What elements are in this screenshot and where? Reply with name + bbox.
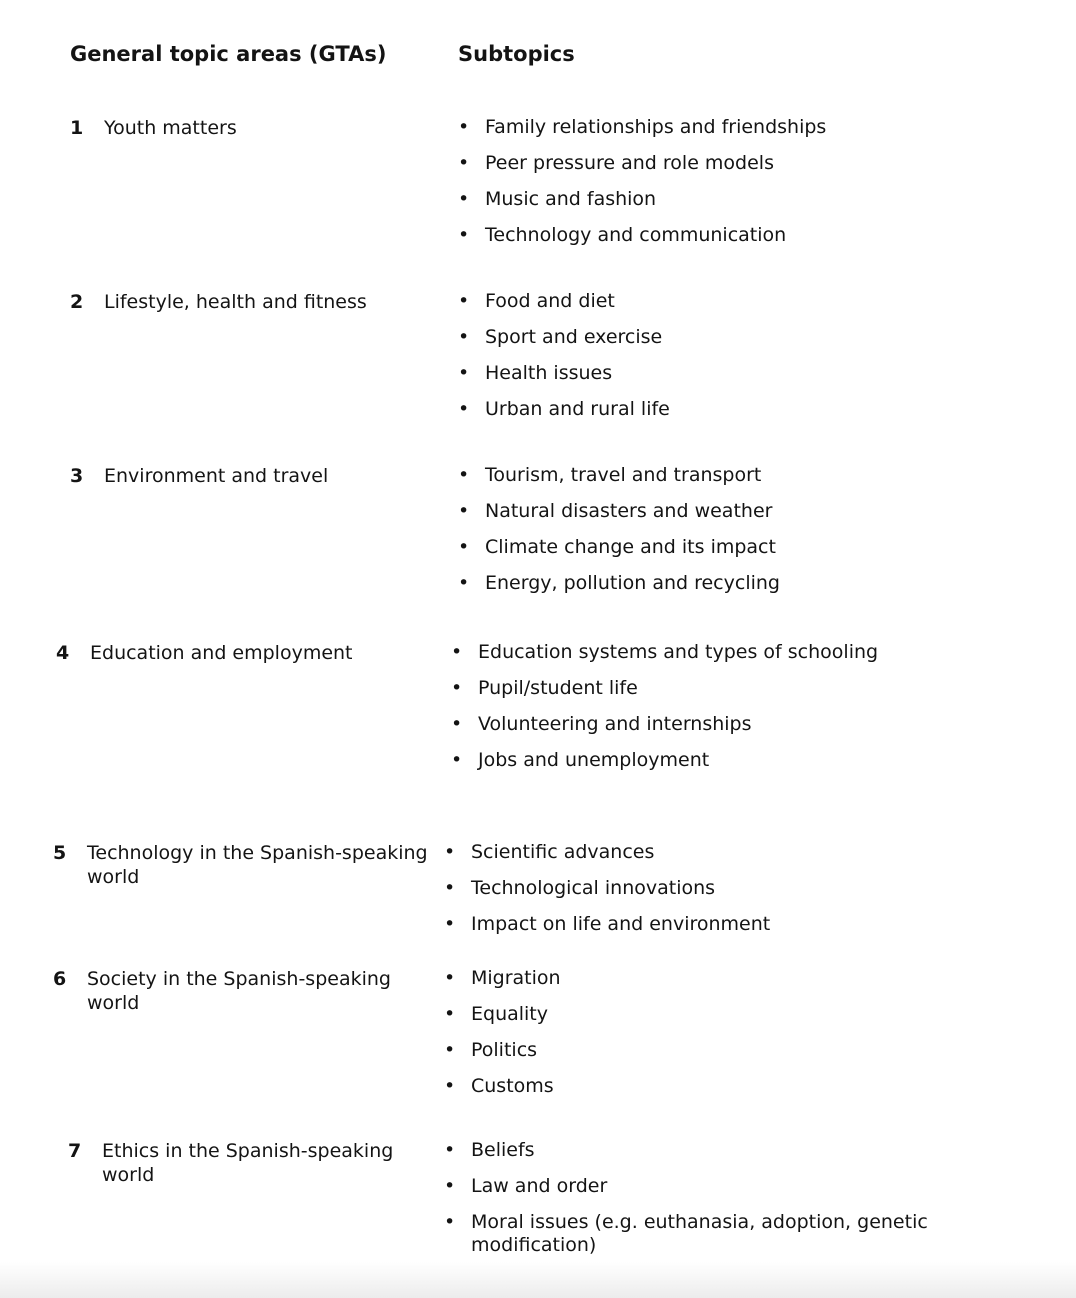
subtopic-item <box>458 536 1040 559</box>
topic-number: 6 <box>53 968 67 990</box>
bullet-icon: • <box>458 188 470 210</box>
subtopic-item <box>444 1075 1040 1098</box>
subtopic-item <box>458 464 1040 487</box>
subtopic-list <box>451 641 1040 785</box>
subtopic-item <box>451 713 1040 736</box>
subtopic-item <box>444 967 1040 990</box>
topic-number: 3 <box>70 465 84 487</box>
topic-title: Society in the Spanish-speaking world <box>87 968 391 1014</box>
subtopic-text: Peer pressure and role models <box>485 152 774 174</box>
subtopic-list <box>458 116 1040 260</box>
subtopic-item <box>444 877 1040 900</box>
subtopic-text: Pupil/student life <box>478 677 638 699</box>
subtopic-item <box>444 1211 1040 1257</box>
subtopic-item <box>458 152 1040 175</box>
topics-column-header: General topic areas (GTAs) <box>70 42 387 66</box>
bullet-icon: • <box>451 677 463 699</box>
subtopic-list <box>458 290 1040 434</box>
topic-title: Youth matters <box>104 117 237 139</box>
topic-area <box>53 967 417 1015</box>
subtopic-text: Energy, pollution and recycling <box>485 572 780 594</box>
topic-area <box>70 464 464 488</box>
subtopic-text: Education systems and types of schooling <box>478 641 879 663</box>
subtopic-text: Scientific advances <box>471 841 655 863</box>
bullet-icon: • <box>444 1075 456 1097</box>
topic-number: 2 <box>70 291 84 313</box>
bullet-icon: • <box>444 967 456 989</box>
bullet-icon: • <box>458 464 470 486</box>
topic-area <box>56 641 450 665</box>
subtopic-text: Music and fashion <box>485 188 657 210</box>
subtopic-text: Law and order <box>471 1175 608 1197</box>
bullet-icon: • <box>458 116 470 138</box>
subtopic-item <box>451 641 1040 664</box>
subtopic-text: Jobs and unemployment <box>478 749 710 771</box>
topic-number: 5 <box>53 842 67 864</box>
bullet-icon: • <box>458 326 470 348</box>
subtopic-item <box>444 913 1040 936</box>
subtopic-item <box>458 290 1040 313</box>
bullet-icon: • <box>458 290 470 312</box>
subtopic-text: Technology and communication <box>485 224 787 246</box>
subtopic-text: Tourism, travel and transport <box>485 464 762 486</box>
bullet-icon: • <box>451 713 463 735</box>
bullet-icon: • <box>458 536 470 558</box>
subtopic-item <box>458 188 1040 211</box>
subtopic-item <box>458 572 1040 595</box>
bullet-icon: • <box>458 152 470 174</box>
bullet-icon: • <box>444 1211 456 1233</box>
bullet-icon: • <box>444 1039 456 1061</box>
subtopic-text: Family relationships and friendships <box>485 116 827 138</box>
bullet-icon: • <box>444 841 456 863</box>
topic-area <box>53 841 447 889</box>
subtopic-item <box>444 1139 1040 1162</box>
subtopic-list <box>444 967 1040 1111</box>
topic-area <box>70 116 464 140</box>
subtopics-column-header: Subtopics <box>458 42 575 66</box>
subtopic-text: Food and diet <box>485 290 615 312</box>
subtopic-text: Customs <box>471 1075 554 1097</box>
topic-number: 7 <box>68 1140 82 1162</box>
subtopic-item <box>458 224 1040 247</box>
subtopic-item <box>444 1003 1040 1026</box>
topic-number: 4 <box>56 642 70 664</box>
subtopic-item <box>458 326 1040 349</box>
bullet-icon: • <box>444 1139 456 1161</box>
topic-title: Ethics in the Spanish-speaking world <box>102 1140 394 1186</box>
subtopic-text: Urban and rural life <box>485 398 670 420</box>
bullet-icon: • <box>444 877 456 899</box>
subtopic-item <box>444 1175 1040 1198</box>
subtopic-item <box>451 677 1040 700</box>
bullet-icon: • <box>458 500 470 522</box>
subtopic-item <box>458 116 1040 139</box>
subtopic-text: Technological innovations <box>471 877 716 899</box>
bullet-icon: • <box>451 641 463 663</box>
subtopic-list <box>444 841 1040 949</box>
subtopic-item <box>458 362 1040 385</box>
subtopic-item <box>458 500 1040 523</box>
subtopic-text: Politics <box>471 1039 538 1061</box>
topic-number: 1 <box>70 117 84 139</box>
topic-area <box>68 1139 422 1187</box>
subtopic-item <box>444 1039 1040 1062</box>
subtopic-item <box>444 841 1040 864</box>
bullet-icon: • <box>458 398 470 420</box>
subtopic-text: Impact on life and environment <box>471 913 771 935</box>
page-bottom-shadow <box>0 1262 1076 1298</box>
bullet-icon: • <box>444 1003 456 1025</box>
bullet-icon: • <box>458 362 470 384</box>
topic-title: Technology in the Spanish-speaking world <box>87 842 428 888</box>
subtopic-text: Equality <box>471 1003 549 1025</box>
subtopic-item <box>458 398 1040 421</box>
bullet-icon: • <box>451 749 463 771</box>
subtopic-text: Beliefs <box>471 1139 535 1161</box>
topic-area <box>70 290 464 314</box>
subtopic-item <box>451 749 1040 772</box>
bullet-icon: • <box>458 572 470 594</box>
subtopic-list <box>458 464 1040 608</box>
subtopic-list <box>444 1139 1040 1270</box>
topic-title: Environment and travel <box>104 465 329 487</box>
subtopic-text: Moral issues (e.g. euthanasia, adoption, genetic modification) <box>471 1211 928 1256</box>
topic-title: Lifestyle, health and fitness <box>104 291 367 313</box>
bullet-icon: • <box>444 1175 456 1197</box>
subtopic-text: Health issues <box>485 362 613 384</box>
bullet-icon: • <box>444 913 456 935</box>
bullet-icon: • <box>458 224 470 246</box>
subtopic-text: Migration <box>471 967 561 989</box>
subtopic-text: Natural disasters and weather <box>485 500 773 522</box>
subtopic-text: Volunteering and internships <box>478 713 752 735</box>
subtopic-text: Sport and exercise <box>485 326 663 348</box>
topic-title: Education and employment <box>90 642 353 664</box>
subtopic-text: Climate change and its impact <box>485 536 776 558</box>
